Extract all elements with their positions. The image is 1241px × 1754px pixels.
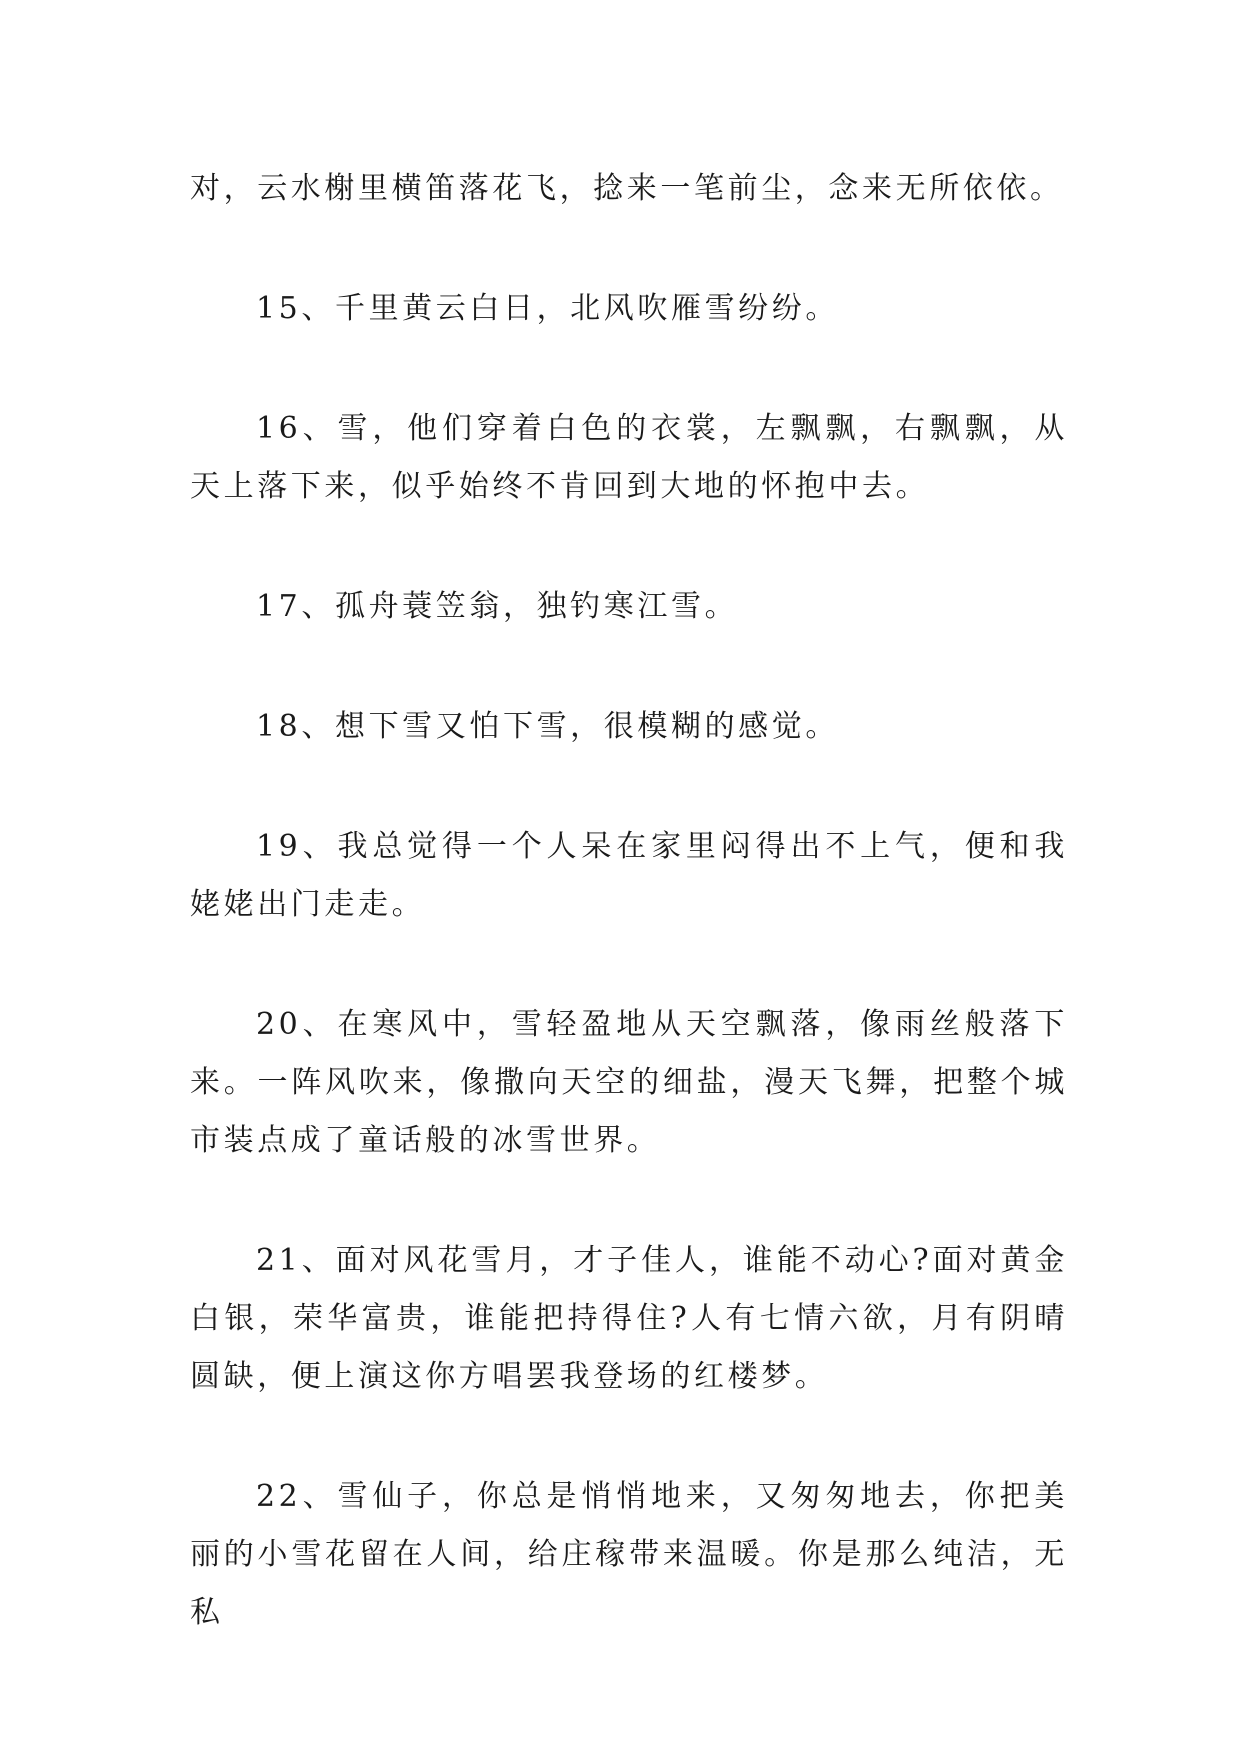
- paragraph-item-22: 22、雪仙子，你总是悄悄地来，又匆匆地去，你把美丽的小雪花留在人间，给庄稼带来温暖。你是那么纯洁，无私: [190, 1479, 1068, 1630]
- paragraph-item-20: 20、在寒风中，雪轻盈地从天空飘落，像雨丝般落下来。一阵风吹来，像撒向天空的细盐，漫天飞舞，把整个城市装点成了童话般的冰雪世界。: [190, 1007, 1068, 1158]
- paragraph-item-16: 16、雪，他们穿着白色的衣裳，左飘飘，右飘飘，从天上落下来，似乎始终不肯回到大地的怀抱中去。: [190, 411, 1068, 504]
- paragraph-item-18: 18、想下雪又怕下雪，很模糊的感觉。: [256, 709, 839, 744]
- paragraph-continued: 对，云水榭里横笛落花飞，捻来一笔前尘，念来无所依依。: [190, 171, 1064, 206]
- paragraph-item-17: 17、孤舟蓑笠翁，独钓寒江雪。: [256, 589, 739, 624]
- paragraph-item-21: 21、面对风花雪月，才子佳人，谁能不动心?面对黄金白银，荣华富贵，谁能把持得住?人有七情六欲，月有阴晴圆缺，便上演这你方唱罢我登场的红楼梦。: [190, 1243, 1068, 1394]
- document-body: [190, 160, 1068, 1704]
- paragraph-item-19: 19、我总觉得一个人呆在家里闷得出不上气，便和我姥姥出门走走。: [190, 829, 1068, 922]
- paragraph-item-15: 15、千里黄云白日，北风吹雁雪纷纷。: [256, 291, 839, 326]
